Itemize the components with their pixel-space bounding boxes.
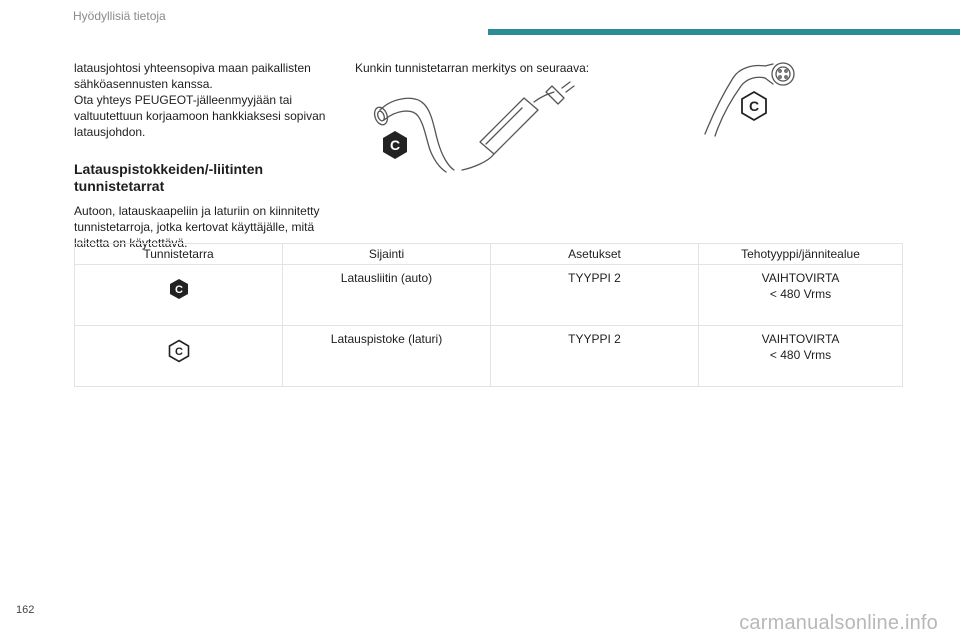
location-cell: Latausliitin (auto) bbox=[283, 265, 491, 326]
filled-tag-c-icon bbox=[168, 278, 190, 300]
power-type: VAIHTOVIRTA bbox=[761, 271, 840, 285]
section-body: Autoon, latauskaapeliin ja laturiin on kiinnitetty tunnistetarroja, jotka kertovat käyttäjälle, mitä laitetta on käytettävä. bbox=[74, 204, 320, 250]
intro-paragraph-1: latausjohtosi yhteensopiva maan paikallisten sähköasennusten kanssa. bbox=[74, 61, 311, 91]
power-cell bbox=[699, 265, 903, 326]
setting-cell: TYYPPI 2 bbox=[491, 265, 699, 326]
power-type: VAIHTOVIRTA bbox=[761, 332, 840, 346]
intro-paragraph-2: Ota yhteys PEUGEOT-jälleenmyyjään tai valtuutettuun korjaamoon hankkiaksesi sopivan latausjohdon. bbox=[74, 93, 326, 139]
setting-cell: TYYPPI 2 bbox=[491, 326, 699, 387]
table-row bbox=[75, 265, 903, 326]
power-cell bbox=[699, 326, 903, 387]
tag-table bbox=[74, 243, 903, 387]
watermark: carmanualsonline.info bbox=[739, 612, 938, 634]
page-number: 162 bbox=[16, 604, 35, 616]
voltage-range: < 480 Vrms bbox=[769, 348, 832, 362]
header-title: Hyödyllisiä tietoja bbox=[73, 9, 166, 23]
svg-text:C: C bbox=[389, 137, 401, 153]
column-header-tag: Tunnistetarra bbox=[75, 244, 283, 265]
outline-tag-c-icon bbox=[738, 90, 770, 122]
header-accent-bar bbox=[488, 29, 960, 35]
table-row bbox=[75, 326, 903, 387]
section-heading: Latauspistokkeiden/-liitinten tunnistetarrat bbox=[74, 161, 264, 194]
location-cell: Latauspistoke (laturi) bbox=[283, 326, 491, 387]
tag-cell bbox=[75, 326, 283, 387]
table-header-row bbox=[75, 244, 903, 265]
label-meaning-intro: Kunkin tunnistetarran merkitys on seuraava: bbox=[355, 61, 590, 75]
column-header-power: Tehotyyppi/jännitealue bbox=[699, 244, 903, 265]
svg-text:C: C bbox=[174, 284, 183, 296]
column-header-location: Sijainti bbox=[283, 244, 491, 265]
filled-tag-c-icon bbox=[380, 130, 410, 160]
voltage-range: < 480 Vrms bbox=[769, 287, 832, 301]
svg-text:C: C bbox=[748, 98, 760, 114]
column-header-setting: Asetukset bbox=[491, 244, 699, 265]
svg-text:C: C bbox=[174, 346, 183, 358]
charging-cable-illustration bbox=[362, 80, 582, 175]
left-column bbox=[74, 60, 336, 251]
tag-cell bbox=[75, 265, 283, 326]
outline-tag-c-icon bbox=[167, 339, 191, 363]
